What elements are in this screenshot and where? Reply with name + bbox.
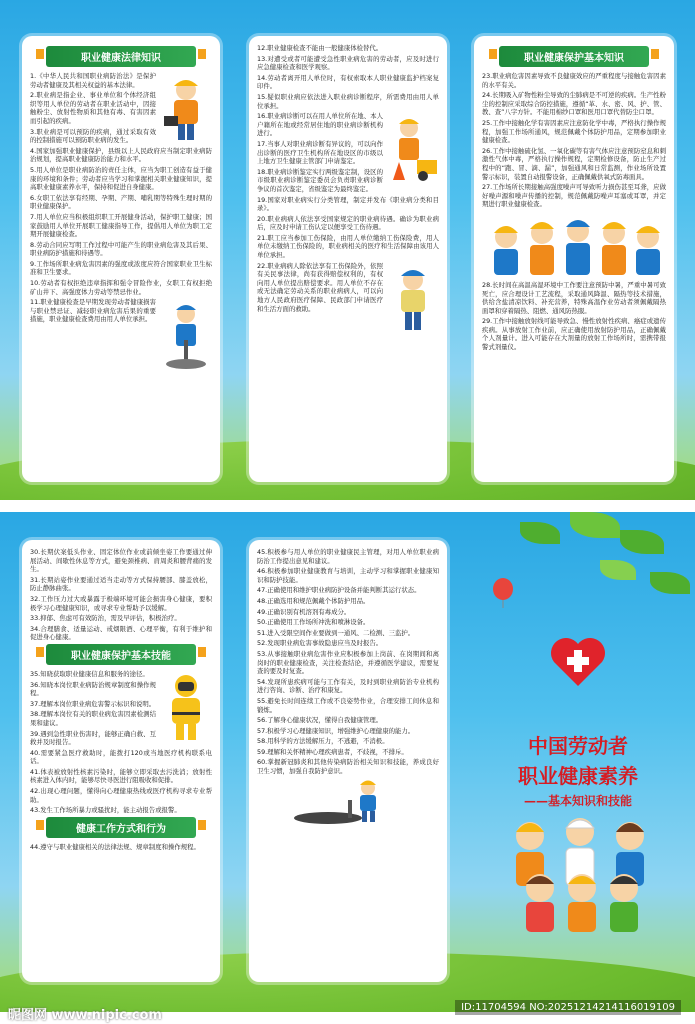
section-title: 职业健康法律知识 [46,46,196,67]
paragraph: 6.女职工依法享有经期、孕期、产期、哺乳期等特殊生理时期的职业健康保护。 [30,193,212,211]
paragraph: 9.工作场所职业病危害因素的强度或浓度应符合国家职业卫生标准和卫生要求。 [30,259,212,277]
leaf-decoration [570,512,620,538]
paragraph: 55.避免长时间连续工作或不良姿势作业，合理安排工间休息和锻炼。 [257,696,439,714]
worker-drilling-illustration [160,300,212,370]
road-worker-illustration [387,114,439,184]
image-id-watermark: ID:11704594 NO:20251214214116019109 [455,1000,681,1015]
paragraph: 12.职业健康检查不能由一般健康体检替代。 [257,44,383,52]
section-title: 职业健康保护基本知识 [499,46,649,67]
paragraph: 22.职业病病人除依法享有工伤保险外，依照有关民事法律，尚有获得赔偿权利的，有权向用人单位提出赔偿要求。用人单位不存在或无法确定劳动关系的职业病病人，可以向地方人民政府医疗保障、民政部门申请医疗和生活方面的救助。 [257,261,383,313]
paragraph: 21.职工应当参加工伤保险，由用人单位缴纳工伤保险费，用人单位未缴纳工伤保险的，职业病相关的医疗和生活保障由该用人单位承担。 [257,233,439,260]
paragraph: 8.劳动合同应写明工作过程中可能产生的职业病危害及其后果、职业病防护措施和待遇等。 [30,240,212,258]
paragraph: 57.积极学习心理健康知识，增强维护心理健康的能力。 [257,726,415,735]
leaf-decoration [520,522,560,544]
paragraph: 60.掌握新冠肺炎和其他传染病防治相关知识和技能，养成良好卫生习惯，加强自我防护意识。 [257,758,439,776]
panel-protection-knowledge [474,36,674,482]
paragraph: 33.抑郁、焦虑可有效防治，需及早评估，积极治疗。 [30,614,181,623]
paragraph: 31.长期站姿作业要通过适当走动等方式保持腰部、膝盖放松，防止静脉曲张。 [30,575,212,593]
paragraph: 2.职业病是指企业、事业单位和个体经济组织等用人单位的劳动者在职业活动中，因接触粉尘、放射性物质和其他有毒、有害因素而引起的疾病。 [30,91,156,125]
paragraph: 52.发现职业病危害事故隐患应当及时报告。 [257,639,383,648]
paragraph: 42.出现心理问题，懂得向心理健康热线或医疗机构寻求专业帮助。 [30,787,212,804]
paragraph: 23.职业病危害因素导致不良健康效应的严重程度与接触危害因素的水平有关。 [482,72,666,89]
paragraph: 53.从事接触职业病危害作业应积极参加上岗前、在岗期间和离岗时的职业健康检查，关注检查结论，并遵循医学建议，需要复查的要及时复查。 [257,649,439,676]
paragraph: 26.工作中接触硫化氢、一氧化碳等有害气体应注意预防窒息和刺激性气体中毒，严格执行操作规程，定期检修设备，防止生产过程中的“跑、冒、滴、漏”，加强通风和日常监测，作业场所设置警示标识，装置自动报警设备，正确佩戴供氧式防毒面具。 [482,146,666,181]
section-title: 健康工作方式和行为 [46,817,196,838]
paragraph: 4.国家加强职业健康保护，县级以上人民政府应当制定职业病防治规划，提高职业健康防治能力和水平。 [30,146,212,164]
paragraph: 35.知晓获取职业健康信息和服务的途径。 [30,669,149,678]
paragraph: 29.工作中接触放射线可能导致急、慢性放射性疾病、癌症或遗传疾病。从事放射工作业前，应正确使用放射防护用品，正确佩戴个人剂量计。进入可能存在大剂量的放射工作场所时，需携带报警式剂量仪。 [482,317,666,352]
balloon-icon [492,578,514,608]
paragraph: 34.合理膳食、适量运动、戒烟限酒、心理平衡，有利于维护和促进身心健康。 [30,624,212,642]
medical-heart-icon [548,634,608,688]
paragraph: 7.用人单位应当积极组织职工开展健身活动，保护职工健康；国家鼓励用人单位开展职工健康指导工作，提倡用人单位为职工定期开展健康检查。 [30,212,212,239]
paragraph: 10.劳动者有权拒绝违章指挥和强令冒险作业，女职工有权拒绝矿山井下、高强度体力劳动等禁忌作业。 [30,279,212,296]
professions-group-illustration [500,812,660,932]
paragraph: 20.职业病病人依法享受国家规定的职业病待遇。确诊为职业病后，应及时申请工伤认定以便享受工伤待遇。 [257,214,439,232]
workers-group-illustration [484,213,664,277]
bottom-sheet [0,512,695,1012]
paragraph: 18.职业病诊断鉴定实行两级鉴定制，设区的市级职业病诊断鉴定委员会负责职业病诊断争议的首次鉴定，省级鉴定为最终鉴定。 [257,167,383,193]
paragraph: 39.遇到急性职业伤害时，能够正确自救、互救并及时报告。 [30,729,156,747]
paragraph: 58.用科学的方法缓解压力，不逃避，不消极。 [257,737,389,746]
paragraph: 16.职业病诊断可以在用人单位所在地、本人户籍所在地或经常居住地的职业病诊断机构进行。 [257,112,383,138]
paragraph: 51.进入受限空间作业要做到一通风、二检测、三监护。 [257,628,415,637]
paragraph: 28.长时间在高温高湿环境中工作要注意预防中暑，严重中暑可致死亡，应合理设计工艺流程，采取通风降温、隔热等技术措施，供给含盐清凉饮料、补充营养，特殊高温作业劳动者须佩戴隔热面罩和穿着隔热、阻燃、通风防热服。 [482,280,666,315]
cover-title-line2: 职业健康素养 [518,764,638,788]
paragraph: 17.当事人对职业病诊断有异议的，可以向作出诊断的医疗卫生机构所在地设区的市级以上地方卫生健康主管部门申请鉴定。 [257,139,383,166]
paragraph: 13.对遭受或者可能遭受急性职业病危害的劳动者，应及时进行应急健康检查和医学观察。 [257,54,439,72]
paragraph: 43.发生工作场所暴力或骚扰时，能主动报告或报警。 [30,806,181,815]
paragraph: 14.劳动者离开用人单位时，有权索取本人职业健康监护档案复印件。 [257,73,439,91]
cover-subtitle: ——基本知识和技能 [523,794,632,808]
leaf-decoration [620,530,664,554]
paragraph: 38.理解本岗位有关的职业病危害因素检测结果和建议。 [30,710,156,727]
paragraph: 19.国家对职业病实行分类管理，制定并发布《职业病分类和目录》。 [257,195,439,213]
paragraph: 41.体表被放射性核素污染时，能够立即采取去污洗消；放射性核素进入体内时，能够尽快寻医进行阻吸收和促排。 [30,767,212,785]
leaf-decoration [650,572,690,594]
paragraph: 47.正确使用和维护职业病防护设备并能判断其运行状态。 [257,586,421,595]
paragraph: 46.积极参加职业健康教育与培训，主动学习和掌握职业健康知识和防护技能。 [257,567,439,584]
paragraph: 1.《中华人民共和国职业病防治法》是保护劳动者健康及其相关权益的基本法律。 [30,72,156,89]
paragraph: 36.知晓本岗位职业病防治规章制度和操作规程。 [30,680,156,698]
site-watermark-logo: 昵图网 www.nipic.com [8,1008,162,1023]
paragraph: 15.疑似职业病应依法进入职业病诊断程序，所需费用由用人单位承担。 [257,92,439,110]
paragraph: 44.遵守与职业健康相关的法律法规、规章制度和操作规程。 [30,842,200,851]
section-title: 职业健康保护基本技能 [46,644,196,665]
engineer-illustration [387,264,439,334]
paragraph: 27.工作场所长期接触高强度噪声可导致听力损伤甚至耳聋，应做好噪声源和噪声传播的控制，规范佩戴防噪声耳塞或耳罩，并定期进行职业健康检查。 [482,183,666,209]
paragraph: 5.用人单位是职业病防治的责任主体，应当为职工创造有益于健康的环境和条件；劳动者应当学习和掌握相关职业健康知识，提高职业健康素养水平，保持和促进自身健康。 [30,165,212,192]
paragraph: 48.正确选用和规范佩戴个体防护用品。 [257,596,370,605]
paragraph: 50.正确使用工作场所冲洗和喷淋设备。 [257,618,370,627]
paragraph: 49.正确识别有机溶剂有毒成分。 [257,607,351,616]
panel-healthy-behaviors [249,540,447,982]
paragraph: 32.工作压力过大或暴露于极端环境可能会损害身心健康，要积极学习心理健康知识，或寻求专业帮助予以缓解。 [30,594,212,612]
top-sheet [0,0,695,500]
leaf-decoration [600,560,636,580]
panel-legal-knowledge-continued [249,36,447,482]
jackhammer-worker-illustration [288,778,408,824]
paragraph: 54.发现所患疾病可能与工作有关，及时到职业病防治专业机构进行咨询、诊断、治疗和康复。 [257,677,439,695]
paragraph: 24.长期吸入矿物性粉尘导致的尘肺病是不可逆的疾病。生产性粉尘的控制应采取综合防控措施，遵循“革、水、密、风、护、管、教、查”八字方针。不能用棉纱口罩和医用口罩代替防尘口罩。 [482,91,666,117]
paragraph: 40.需要紧急医疗救助时，能拨打120或当地医疗机构联系电话。 [30,748,212,766]
paragraph: 30.长期伏案低头作业、固定体位作业或前倾坐姿工作要通过伸展活动、间歇性休息等方式，避免颈椎病、肩周炎和腰背痛的发生。 [30,548,212,574]
panel-legal-knowledge [22,36,220,482]
panel-skills [22,540,220,982]
paragraph: 11.职业健康检查是早期发现劳动者健康损害与职业禁忌证、减轻职业病危害后果的重要措施，职业健康检查费用由用人单位承担。 [30,298,156,324]
paragraph: 59.理解和关怀精神心理疾病患者，不歧视，不排斥。 [257,747,408,756]
cover-title-line1: 中国劳动者 [528,734,628,758]
paragraph: 56.了解身心健康状况，懂得自我健康管理。 [257,716,383,725]
paragraph: 37.理解本岗位职业病危害警示标识和说明。 [30,699,156,708]
paragraph: 3.职业病是可以预防的疾病，通过采取有效的控制措施可以预防职业病的发生。 [30,127,156,145]
paragraph: 45.积极参与用人单位的职业健康民主管理，对用人单位职业病防治工作提出意见和建议。 [257,548,439,565]
worker-toolbox-illustration [160,74,212,144]
hazmat-suit-illustration [160,672,212,742]
paragraph: 25.工作中接触化学有害因素应注意防化学中毒，严格执行操作规程，加强工作场所通风，规范佩戴个体防护用品，定期参加职业健康检查。 [482,118,666,145]
